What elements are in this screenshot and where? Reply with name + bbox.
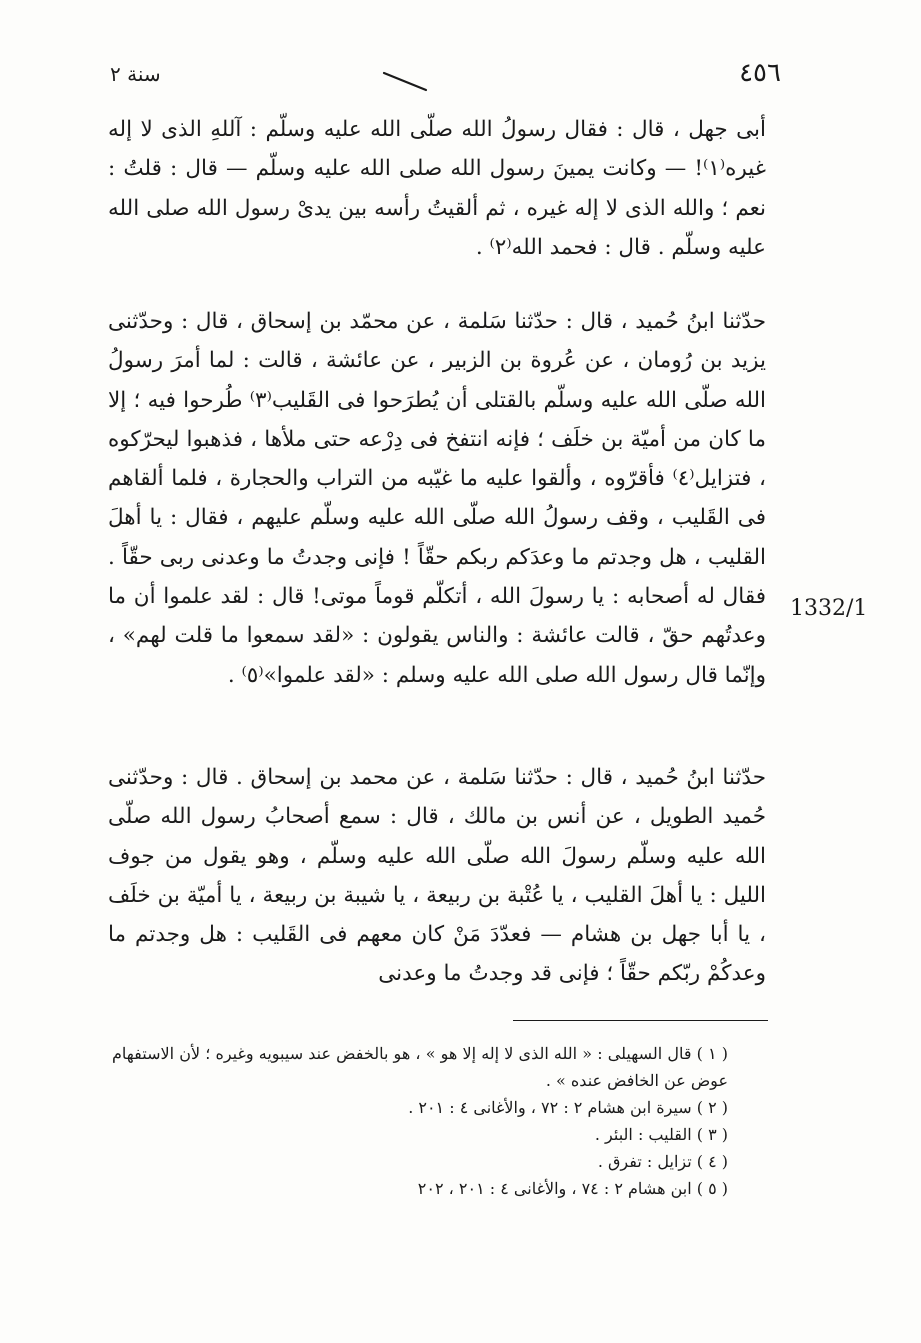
footnote-1: ( ١ ) قال السهيلى : « الله الذى لا إله إلا هو » ، هو بالخفض عند سيبويه وغيره ؛ لأن الاستفهام عوض عن الخافض عنده » . [112, 1044, 728, 1090]
paragraph-text: أبى جهل ، قال : فقال رسولُ الله صلّى الله عليه وسلّم : آللهِ الذى لا إله غيره⁽١⁾! — وكانت يمينَ رسول الله صلى الله عليه وسلّم — قال : قلتُ : نعم ؛ والله الذى لا إله غيره ، ثم ألقيتُ رأسه بين يدىْ رسول الله صلى الله عليه وسلّم . قال : فحمد الله⁽٢⁾ . [108, 117, 766, 260]
paragraph-2 [108, 302, 766, 695]
footnote-5: ( ٥ ) ابن هشام ٢ : ٧٤ ، والأغانى ٤ : ٢٠١ ، ٢٠٢ [417, 1179, 728, 1198]
paragraph-3 [108, 758, 766, 994]
footnote-4: ( ٤ ) تزايل : تفرق . [597, 1152, 728, 1171]
footnotes [112, 1040, 728, 1202]
margin-reference: 1332/1 [790, 596, 868, 621]
paragraph-1 [108, 110, 766, 267]
page-number: ٤٥٦ [739, 58, 781, 88]
page-header [110, 58, 781, 98]
running-head-year: سنة ٢ [110, 62, 161, 86]
pen-mark-icon [382, 70, 428, 92]
paragraph-text: حدّثنا ابنُ حُميد ، قال : حدّثنا سَلمة ، عن محمد بن إسحاق . قال : وحدّثنى حُميد الطويل ، عن أنس بن مالك ، قال : سمع أصحابُ رسول الله صلّى الله عليه وسلّم رسولَ الله صلّى الله عليه وسلّم ، وهو يقول من جوف الليل : يا أهلَ القليب ، يا عُتْبة بن ربيعة ، يا شيبة بن ربيعة ، يا أميّة بن خلَف ، يا أبا جهل بن هشام — فعدّدَ مَنْ كان معهم فى القَليب : هل وجدتم ما وعدكُمْ ربّكم حقّاً ؛ فإنى قد وجدتُ ما وعدنى [108, 765, 766, 987]
footnote-3: ( ٣ ) القليب : البئر . [594, 1125, 728, 1144]
footnote-divider [513, 1020, 768, 1021]
paragraph-text: حدّثنا ابنُ حُميد ، قال : حدّثنا سَلمة ، عن محمّد بن إسحاق ، قال : وحدّثنى يزيد بن رُومان ، عن عُروة بن الزبير ، عن عائشة ، قالت : لما أمرَ رسولُ الله صلّى الله عليه وسلّم بالقتلى أن يُطرَحوا فى القَليب⁽٣⁾ طُرحوا فيه ؛ إلا ما كان من أميّة بن خلَف ؛ فإنه انتفخ فى دِرْعه حتى ملأها ، فذهبوا ليحرّكوه ، فتزايل⁽٤⁾ فأقرّوه ، وألقوا عليه ما غيّبه من التراب والحجارة ، فلما ألقاهم فى القَليب ، وقف رسولُ الله صلّى الله عليه وسلّم عليهم ، فقال : يا أهلَ القليب ، هل وجدتم ما وعدَكم ربكم حقّاً ! فإنى وجدتُ ما وعدنى ربى حقّاً . فقال له أصحابه : يا رسولَ الله ، أتكلّم قوماً موتى! قال : لقد علموا أن ما وعدتُهم حقّ ، قالت عائشة : والناس يقولون : «لقد سمعوا ما قلت لهم» ، وإنّما قال رسول الله صلى الله عليه وسلم : «لقد علموا»⁽٥⁾ . [108, 309, 766, 688]
footnote-2: ( ٢ ) سيرة ابن هشام ٢ : ٧٢ ، والأغانى ٤ : ٢٠١ . [408, 1098, 728, 1117]
